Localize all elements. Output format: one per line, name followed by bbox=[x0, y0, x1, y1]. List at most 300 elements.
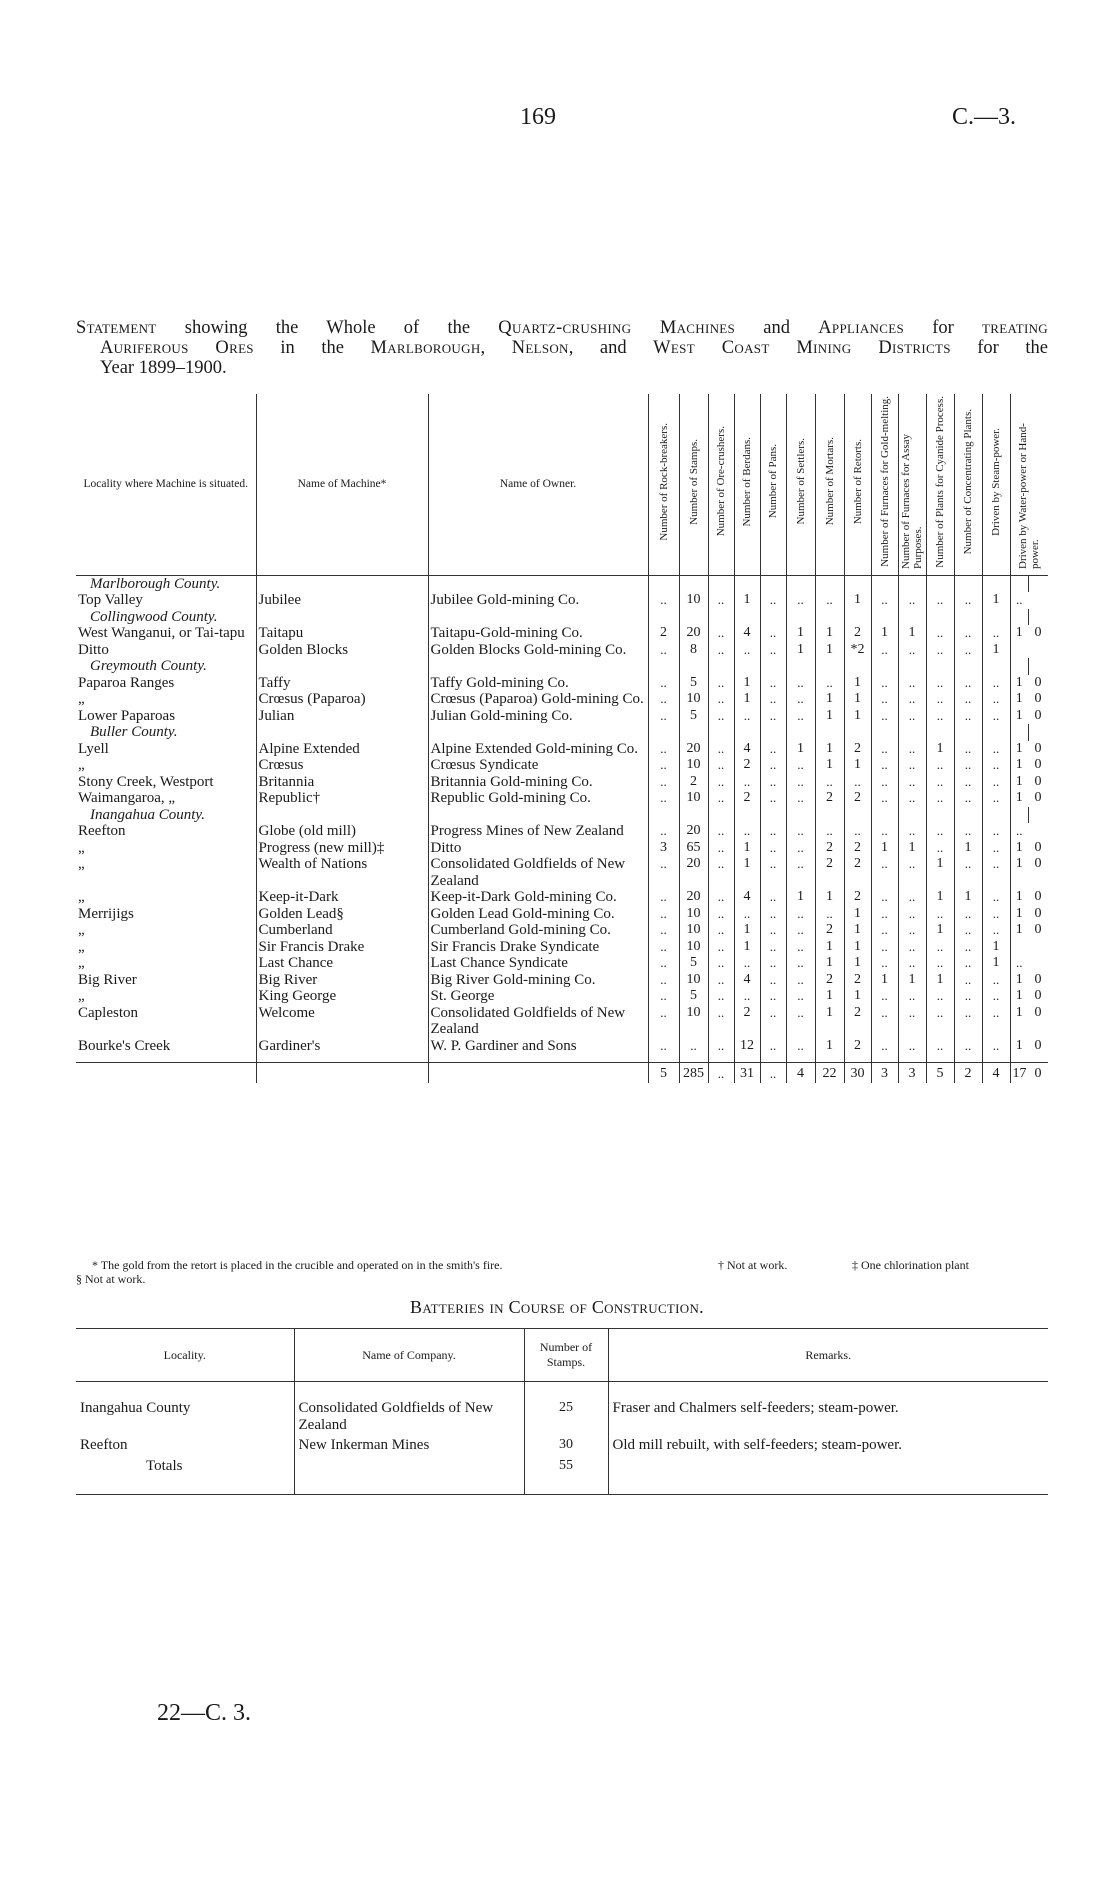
cell-value: .. bbox=[871, 823, 898, 840]
cell-locality: „ bbox=[78, 938, 85, 955]
cell-value: .. bbox=[648, 1005, 679, 1038]
cell-value: 1 bbox=[815, 939, 844, 956]
cell-value: 1 bbox=[954, 840, 982, 857]
cell-value: 1 bbox=[926, 922, 954, 939]
table-row bbox=[76, 840, 1048, 857]
header-owner: Name of Owner. bbox=[428, 394, 648, 575]
cell-value: .. bbox=[898, 823, 926, 840]
cell-value: .. bbox=[982, 774, 1010, 791]
cell-value: .. bbox=[871, 889, 898, 906]
cell-value: .. bbox=[708, 675, 734, 692]
cell-value: 1 bbox=[926, 856, 954, 889]
county-heading-row bbox=[76, 575, 1048, 592]
cell-value: 65 bbox=[679, 840, 708, 857]
cell-value: .. bbox=[898, 790, 926, 807]
cell-value: 0 bbox=[1034, 757, 1042, 772]
cell-value: .. bbox=[898, 988, 926, 1005]
quartz-crushing-table-body bbox=[76, 575, 1048, 1083]
county-heading-row bbox=[76, 807, 1048, 824]
cell-value: .. bbox=[954, 625, 982, 642]
cell-value: .. bbox=[871, 1038, 898, 1063]
cell-value: 0 bbox=[1034, 1004, 1042, 1020]
title-line-1 bbox=[76, 318, 1048, 338]
total-value: 4 bbox=[786, 1063, 815, 1083]
table-row bbox=[76, 1005, 1048, 1038]
cell-value: 1 bbox=[844, 757, 871, 774]
cell-value: .. bbox=[954, 790, 982, 807]
cell-value: .. bbox=[926, 642, 954, 659]
cell-value: .. bbox=[786, 955, 815, 972]
cell-owner: Last Chance Syndicate bbox=[428, 955, 648, 972]
cell-value: .. bbox=[982, 988, 1010, 1005]
cell-value bbox=[1028, 955, 1048, 972]
title-text: , bbox=[480, 338, 512, 358]
cell-value: .. bbox=[648, 757, 679, 774]
county-heading-row bbox=[76, 724, 1048, 741]
cell-value: .. bbox=[708, 922, 734, 939]
cell-value: .. bbox=[926, 757, 954, 774]
cell-value bbox=[1028, 823, 1048, 840]
cell-value: .. bbox=[898, 1038, 926, 1063]
cell-value: .. bbox=[871, 856, 898, 889]
cell-value: .. bbox=[786, 1038, 815, 1063]
cell-value: .. bbox=[760, 840, 786, 857]
cell-value: 1 bbox=[815, 625, 844, 642]
cell-value: .. bbox=[982, 757, 1010, 774]
total-value: 5 bbox=[648, 1063, 679, 1083]
batteries-cell-locality: Reefton bbox=[80, 1437, 128, 1453]
cell-locality: Merrijigs bbox=[78, 905, 134, 922]
total-value: 30 bbox=[844, 1063, 871, 1083]
cell-value: 2 bbox=[844, 972, 871, 989]
cell-value: 1 bbox=[982, 939, 1010, 956]
cell-value: 20 bbox=[679, 741, 708, 758]
cell-value: .. bbox=[708, 840, 734, 857]
cell-value: .. bbox=[1010, 823, 1028, 840]
cell-value: .. bbox=[898, 774, 926, 791]
cell-value: 1 bbox=[734, 675, 760, 692]
cell-locality: „ bbox=[78, 757, 85, 773]
cell-value: .. bbox=[871, 642, 898, 659]
cell-value: .. bbox=[871, 988, 898, 1005]
total-value: 3 bbox=[898, 1063, 926, 1083]
cell-value: 1 bbox=[786, 741, 815, 758]
cell-value: .. bbox=[734, 988, 760, 1005]
header-cyanide-plants: Number of Plants for Cyanide Process. bbox=[934, 395, 946, 568]
cell-value: .. bbox=[708, 625, 734, 642]
cell-value: .. bbox=[1010, 592, 1028, 609]
cell-value: 5 bbox=[679, 708, 708, 725]
cell-value: 1 bbox=[1010, 1038, 1028, 1063]
title-line-3: Year 1899–1900. bbox=[100, 358, 227, 378]
county-heading-row bbox=[76, 658, 1048, 675]
cell-value: .. bbox=[734, 955, 760, 972]
cell-value: 1 bbox=[815, 889, 844, 906]
cell-value: .. bbox=[954, 708, 982, 725]
cell-value: 1 bbox=[815, 708, 844, 725]
cell-value: .. bbox=[708, 955, 734, 972]
cell-locality: Reefton bbox=[78, 823, 126, 839]
title-smallcaps-text: Quartz-crushing Machines bbox=[498, 318, 736, 338]
cell-value: .. bbox=[926, 691, 954, 708]
cell-locality: Ditto bbox=[78, 641, 109, 658]
cell-value: 0 bbox=[1034, 856, 1042, 871]
header-furnaces-melting: Number of Furnaces for Gold-melting. bbox=[878, 396, 891, 567]
cell-value: .. bbox=[954, 1038, 982, 1063]
cell-value: .. bbox=[898, 1005, 926, 1038]
cell-machine: Sir Francis Drake bbox=[256, 939, 428, 956]
cell-value: .. bbox=[760, 592, 786, 609]
cell-value: .. bbox=[871, 708, 898, 725]
cell-value: .. bbox=[786, 972, 815, 989]
totals-row bbox=[76, 1063, 1048, 1083]
footnotes bbox=[76, 1258, 1052, 1286]
cell-value: 1 bbox=[982, 642, 1010, 659]
cell-owner: Crœsus (Paparoa) Gold-mining Co. bbox=[428, 691, 648, 708]
table-row bbox=[76, 774, 1048, 791]
cell-owner: Progress Mines of New Zealand bbox=[428, 823, 648, 840]
cell-machine: Last Chance bbox=[256, 955, 428, 972]
cell-owner: Golden Blocks Gold-mining Co. bbox=[428, 642, 648, 659]
cell-value: .. bbox=[982, 708, 1010, 725]
cell-value: .. bbox=[1010, 955, 1028, 972]
batteries-header-locality: Locality. bbox=[76, 1329, 294, 1382]
cell-machine: Globe (old mill) bbox=[256, 823, 428, 840]
cell-value bbox=[1010, 939, 1028, 956]
cell-value: .. bbox=[898, 757, 926, 774]
cell-owner: Republic Gold-mining Co. bbox=[428, 790, 648, 807]
cell-value: 1 bbox=[815, 642, 844, 659]
cell-value: .. bbox=[708, 708, 734, 725]
cell-value: .. bbox=[760, 972, 786, 989]
cell-value: 1 bbox=[871, 972, 898, 989]
cell-value: 1 bbox=[1010, 625, 1028, 642]
cell-value: 10 bbox=[679, 939, 708, 956]
cell-locality: Top Valley bbox=[78, 592, 143, 608]
cell-value: 1 bbox=[1010, 840, 1028, 857]
cell-value: 4 bbox=[734, 889, 760, 906]
cell-value: 1 bbox=[898, 972, 926, 989]
cell-value: 2 bbox=[844, 889, 871, 906]
cell-value: 10 bbox=[679, 922, 708, 939]
cell-value: 0 bbox=[1034, 707, 1042, 723]
cell-value: 1 bbox=[815, 1038, 844, 1063]
cell-locality: Lower Paparoas bbox=[78, 707, 176, 724]
cell-owner: Taitapu-Gold-mining Co. bbox=[428, 625, 648, 642]
title-text: showing the Whole of the bbox=[156, 318, 499, 338]
title-smallcaps-text: Appliances bbox=[818, 318, 904, 338]
cell-value: .. bbox=[954, 922, 982, 939]
table-row bbox=[76, 708, 1048, 725]
total-value: 285 bbox=[679, 1063, 708, 1083]
cell-locality: „ bbox=[78, 922, 85, 938]
title-text: and bbox=[735, 318, 819, 338]
cell-value: .. bbox=[871, 939, 898, 956]
cell-locality: „ bbox=[78, 839, 85, 856]
cell-machine: Taffy bbox=[256, 675, 428, 692]
cell-value: .. bbox=[760, 988, 786, 1005]
cell-value: .. bbox=[871, 955, 898, 972]
cell-value: .. bbox=[926, 988, 954, 1005]
cell-value: .. bbox=[760, 642, 786, 659]
cell-value: .. bbox=[982, 741, 1010, 758]
cell-value: .. bbox=[926, 840, 954, 857]
cell-value: .. bbox=[786, 1005, 815, 1038]
cell-owner: Consolidated Goldfields of New Zealand bbox=[428, 856, 648, 889]
cell-value: .. bbox=[708, 691, 734, 708]
table-row bbox=[76, 1038, 1048, 1063]
cell-value: .. bbox=[954, 906, 982, 923]
header-settlers: Number of Settlers. bbox=[794, 438, 807, 525]
cell-value: .. bbox=[926, 592, 954, 609]
cell-value: .. bbox=[954, 691, 982, 708]
cell-owner: Ditto bbox=[428, 840, 648, 857]
table-row bbox=[76, 988, 1048, 1005]
cell-value: .. bbox=[982, 856, 1010, 889]
cell-value bbox=[1028, 939, 1048, 956]
cell-machine: Republic† bbox=[256, 790, 428, 807]
cell-value: 1 bbox=[954, 889, 982, 906]
batteries-cell-locality: Inangahua County bbox=[80, 1400, 191, 1416]
cell-value: .. bbox=[898, 691, 926, 708]
cell-value: 10 bbox=[679, 592, 708, 609]
cell-value: 0 bbox=[1034, 1037, 1042, 1053]
batteries-totals-label: Totals bbox=[76, 1456, 294, 1495]
table-row bbox=[76, 741, 1048, 758]
cell-value: .. bbox=[734, 708, 760, 725]
cell-value: .. bbox=[898, 592, 926, 609]
cell-value: .. bbox=[648, 889, 679, 906]
cell-value: 4 bbox=[734, 625, 760, 642]
county-heading-row bbox=[76, 609, 1048, 626]
cell-value: 2 bbox=[734, 1005, 760, 1038]
cell-value: 1 bbox=[786, 889, 815, 906]
cell-value: .. bbox=[760, 691, 786, 708]
cell-value: 3 bbox=[648, 840, 679, 857]
table-row bbox=[76, 592, 1048, 609]
cell-owner: Big River Gold-mining Co. bbox=[428, 972, 648, 989]
statement-title bbox=[76, 318, 1048, 378]
cell-value: .. bbox=[708, 889, 734, 906]
cell-value: .. bbox=[871, 1005, 898, 1038]
cell-value: 2 bbox=[844, 840, 871, 857]
cell-value: .. bbox=[760, 790, 786, 807]
cell-value bbox=[1010, 642, 1028, 659]
cell-value: .. bbox=[786, 691, 815, 708]
title-smallcaps-text: Marlborough bbox=[370, 338, 481, 358]
cell-value: .. bbox=[871, 774, 898, 791]
total-value: .. bbox=[760, 1063, 786, 1083]
cell-value: 1 bbox=[1010, 708, 1028, 725]
cell-value: 2 bbox=[844, 741, 871, 758]
batteries-cell-stamps: 25 bbox=[524, 1382, 608, 1436]
cell-machine: Taitapu bbox=[256, 625, 428, 642]
cell-owner: Sir Francis Drake Syndicate bbox=[428, 939, 648, 956]
cell-value: 1 bbox=[1010, 889, 1028, 906]
cell-value: .. bbox=[760, 774, 786, 791]
header-ore-crushers: Number of Ore-crushers. bbox=[715, 426, 727, 537]
cell-value: .. bbox=[786, 906, 815, 923]
cell-value: 12 bbox=[734, 1038, 760, 1063]
header-retorts: Number of Retorts. bbox=[851, 438, 864, 525]
cell-value: .. bbox=[954, 1005, 982, 1038]
cell-value: .. bbox=[708, 988, 734, 1005]
cell-value: .. bbox=[708, 906, 734, 923]
document-reference: C.—3. bbox=[952, 104, 1017, 130]
cell-value: 2 bbox=[815, 790, 844, 807]
batteries-totals-stamps: 55 bbox=[524, 1456, 608, 1495]
batteries-row bbox=[76, 1435, 1048, 1456]
cell-value: .. bbox=[708, 757, 734, 774]
cell-value: .. bbox=[844, 823, 871, 840]
cell-value: .. bbox=[648, 856, 679, 889]
cell-value: 0 bbox=[1034, 773, 1042, 789]
cell-value: 10 bbox=[679, 906, 708, 923]
cell-value: 1 bbox=[982, 592, 1010, 609]
cell-value: .. bbox=[926, 708, 954, 725]
cell-locality: „ bbox=[78, 691, 85, 707]
cell-value: .. bbox=[760, 675, 786, 692]
header-mortars: Number of Mortars. bbox=[823, 437, 836, 526]
cell-value: .. bbox=[815, 906, 844, 923]
cell-locality: Paparoa Ranges bbox=[78, 674, 175, 691]
cell-value: 1 bbox=[1010, 972, 1028, 989]
cell-value: 1 bbox=[844, 691, 871, 708]
footnote-star: * The gold from the retort is placed in the crucible and operated on in the smith's fire. bbox=[92, 1258, 503, 1272]
cell-value: .. bbox=[734, 642, 760, 659]
cell-value: .. bbox=[871, 691, 898, 708]
cell-value: .. bbox=[708, 741, 734, 758]
cell-value: .. bbox=[648, 906, 679, 923]
table-row bbox=[76, 955, 1048, 972]
cell-value: 1 bbox=[844, 906, 871, 923]
cell-value: .. bbox=[648, 592, 679, 609]
cell-value: .. bbox=[982, 906, 1010, 923]
table-row bbox=[76, 856, 1048, 889]
cell-value: 10 bbox=[679, 691, 708, 708]
table-row bbox=[76, 972, 1048, 989]
cell-machine: Gardiner's bbox=[256, 1038, 428, 1063]
title-smallcaps-text: Nelson bbox=[511, 338, 569, 358]
cell-value: .. bbox=[786, 675, 815, 692]
title-line-2 bbox=[76, 338, 1048, 358]
cell-value: .. bbox=[926, 1038, 954, 1063]
cell-value: 0 bbox=[1034, 740, 1042, 756]
cell-machine: Crœsus bbox=[256, 757, 428, 774]
cell-value: .. bbox=[954, 592, 982, 609]
cell-value: 1 bbox=[871, 625, 898, 642]
cell-value: 2 bbox=[844, 790, 871, 807]
title-smallcaps-text: Statement bbox=[76, 318, 157, 338]
cell-value: .. bbox=[954, 988, 982, 1005]
batteries-title: Batteries in Course of Construction. bbox=[410, 1297, 704, 1317]
cell-value: 5 bbox=[679, 675, 708, 692]
cell-value: .. bbox=[982, 790, 1010, 807]
cell-value: 1 bbox=[815, 988, 844, 1005]
table-row bbox=[76, 691, 1048, 708]
cell-value: 1 bbox=[844, 988, 871, 1005]
county-heading: Marlborough County. bbox=[90, 575, 221, 592]
cell-value: .. bbox=[648, 642, 679, 659]
cell-value: .. bbox=[708, 790, 734, 807]
cell-value: .. bbox=[871, 675, 898, 692]
cell-value: .. bbox=[815, 774, 844, 791]
cell-machine: King George bbox=[256, 988, 428, 1005]
cell-owner: Keep-it-Dark Gold-mining Co. bbox=[428, 889, 648, 906]
cell-value: .. bbox=[898, 939, 926, 956]
cell-value: 0 bbox=[1034, 790, 1042, 805]
table-row bbox=[76, 889, 1048, 906]
cell-value: 1 bbox=[926, 972, 954, 989]
cell-value: 1 bbox=[898, 625, 926, 642]
cell-value: 10 bbox=[679, 1005, 708, 1038]
cell-value: .. bbox=[648, 955, 679, 972]
cell-value: 10 bbox=[679, 790, 708, 807]
cell-value: 4 bbox=[734, 972, 760, 989]
cell-value: 20 bbox=[679, 625, 708, 642]
batteries-header-remarks: Remarks. bbox=[608, 1329, 1048, 1382]
header-water: Driven by Water-power or Hand-power. bbox=[1017, 423, 1042, 569]
cell-value: 0 bbox=[1034, 625, 1042, 640]
cell-machine: Cumberland bbox=[256, 922, 428, 939]
table-row bbox=[76, 642, 1048, 659]
cell-value: .. bbox=[734, 906, 760, 923]
title-smallcaps-text: treating bbox=[982, 318, 1048, 338]
total-value: 0 bbox=[1028, 1063, 1048, 1083]
cell-locality: „ bbox=[78, 955, 85, 971]
cell-value: 1 bbox=[734, 691, 760, 708]
cell-value: 20 bbox=[679, 889, 708, 906]
cell-value: .. bbox=[648, 741, 679, 758]
table-row bbox=[76, 823, 1048, 840]
cell-value: .. bbox=[982, 972, 1010, 989]
cell-locality: „ bbox=[78, 856, 85, 872]
county-heading: Inangahua County. bbox=[90, 806, 205, 823]
cell-value: 2 bbox=[679, 774, 708, 791]
cell-value: .. bbox=[815, 823, 844, 840]
cell-value: 0 bbox=[1034, 922, 1042, 937]
cell-value: .. bbox=[648, 691, 679, 708]
cell-value: .. bbox=[760, 741, 786, 758]
cell-value: .. bbox=[926, 790, 954, 807]
cell-locality: Waimangaroa, „ bbox=[78, 790, 176, 806]
cell-value: 0 bbox=[1034, 971, 1042, 987]
cell-value: 5 bbox=[679, 988, 708, 1005]
cell-value: 1 bbox=[1010, 741, 1028, 758]
cell-value: .. bbox=[954, 955, 982, 972]
cell-machine: Golden Blocks bbox=[256, 642, 428, 659]
cell-value: 1 bbox=[926, 741, 954, 758]
cell-value: 2 bbox=[734, 790, 760, 807]
cell-value: .. bbox=[648, 774, 679, 791]
cell-value: 1 bbox=[815, 757, 844, 774]
cell-value: .. bbox=[954, 823, 982, 840]
total-value: 5 bbox=[926, 1063, 954, 1083]
cell-value: .. bbox=[926, 625, 954, 642]
cell-value: .. bbox=[982, 691, 1010, 708]
cell-value: 1 bbox=[844, 592, 871, 609]
cell-value: .. bbox=[708, 823, 734, 840]
cell-owner: W. P. Gardiner and Sons bbox=[428, 1038, 648, 1063]
cell-value: 1 bbox=[1010, 988, 1028, 1005]
batteries-cell-company: Consolidated Goldfields of New Zealand bbox=[294, 1382, 524, 1436]
cell-value: .. bbox=[926, 675, 954, 692]
batteries-totals-row bbox=[76, 1456, 1048, 1495]
cell-machine: Welcome bbox=[256, 1005, 428, 1038]
cell-value: .. bbox=[871, 757, 898, 774]
table-row bbox=[76, 939, 1048, 956]
title-smallcaps-text: West Coast Mining Districts bbox=[653, 338, 951, 358]
